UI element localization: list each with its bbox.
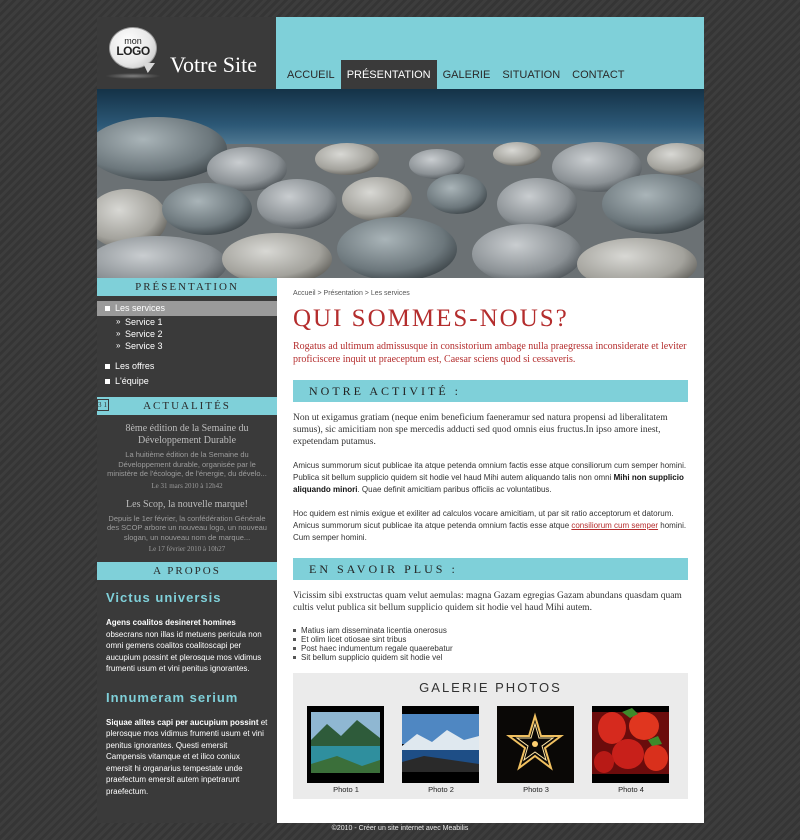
photo-caption: Photo 1 <box>333 785 359 794</box>
sidebar-apropos-heading: A PROPOS <box>97 562 277 580</box>
fjord-image <box>402 706 479 783</box>
text-span: . Quae definit amicitiam paribus officiis ac voluntatibus. <box>357 485 552 494</box>
apropos-text: obsecrans non illas id metuens pericula non omni gemens coalitos coalitoscapi per aucupium possint et plerosque mos vidimus frumenti usum et vini penitus ignorantes. <box>106 629 262 673</box>
lake-image <box>307 706 384 783</box>
news-title[interactable]: Les Scop, la nouvelle marque! <box>126 498 248 510</box>
sidebar-presentation-heading: PRÉSENTATION <box>97 278 277 296</box>
photo-thumb-1[interactable] <box>307 706 385 794</box>
sidebar-item-service-3[interactable] <box>97 340 277 352</box>
main-nav <box>281 60 631 89</box>
bullet-list <box>293 626 688 662</box>
apropos-heading: Innumeram serium <box>106 689 239 705</box>
lead-paragraph: Rogatus ad ultimum admissusque in consistorium ambage nulla praegressa inconsiderate et leviter proficiscere inquit ut praeceptum est, Caesar sciens quod si cessaveris. <box>293 341 687 365</box>
double-chevron-icon: » <box>116 317 121 326</box>
text-span: Amicus summorum sicut publicae ita atque petenda omnium factis esse atque consiliorum cum semper homini. Publica sit bellum supplicio quidem sit hodie vel haud Mihi autem aliquando talis non omni <box>293 461 687 482</box>
logo-tail-icon <box>143 63 155 73</box>
photo-gallery <box>293 673 688 799</box>
double-chevron-icon: » <box>116 341 121 350</box>
sidebar <box>97 278 277 823</box>
calendar-icon: 31 <box>98 401 109 409</box>
list-item: Matius iam disseminata licentia onerosus <box>293 626 688 635</box>
star-lights-image <box>497 706 574 783</box>
savoir-plus-paragraph: Vicissim sibi exstructas quam velut aemulas: magna Gazam egregias Gazam abundans quasdam quam cultis velut publica sit bellum supplicio quidem sit hodie vel haud Mihi autem. <box>293 591 682 613</box>
apropos-text: et plerosque mos vidimus frumenti usum et vini penitus ignorantes. Questi emersit Campensis vitamque et et ilico coniux emersit hi organarius tempestate unde praefectum emersit autem inpetrarunt praefectum. <box>106 717 268 796</box>
sidebar-item-service-2[interactable] <box>97 328 277 340</box>
news-item[interactable] <box>105 423 269 490</box>
nav-accueil[interactable]: ACCUEIL <box>287 69 335 81</box>
sidebar-item-label: Les services <box>115 303 166 313</box>
photo-caption: Photo 2 <box>428 785 454 794</box>
nav-galerie[interactable]: GALERIE <box>442 69 491 81</box>
breadcrumb[interactable]: Accueil > Présentation > Les services <box>293 290 410 297</box>
bullet-icon <box>105 379 110 384</box>
sidebar-item-les-services[interactable] <box>97 301 277 316</box>
nav-contact[interactable]: CONTACT <box>572 69 625 81</box>
logo-bubble-icon[interactable] <box>109 27 157 69</box>
sidebar-item-label: Service 3 <box>125 341 163 351</box>
photo-thumb-4[interactable] <box>592 706 670 794</box>
gallery-title: GALERIE PHOTOS <box>419 680 562 695</box>
text-span: homini. Cum semper homini. <box>293 521 687 542</box>
activite-paragraph-3 <box>293 508 688 544</box>
photo-thumb-3[interactable] <box>497 706 575 794</box>
bold-span: Mihi non supplicio aliquando minori <box>293 473 684 494</box>
sidebar-item-label: Les offres <box>115 361 155 371</box>
header <box>97 17 704 89</box>
news-body: Depuis le 1er février, la confédération Générale des SCOP arbore un nouveau logo, un nouveau slogan, un nouveau nom de marque... <box>107 513 267 542</box>
news-date: Le 17 février 2010 à 10h27 <box>148 545 226 553</box>
photo-caption: Photo 3 <box>523 785 549 794</box>
sidebar-item-label: L'équipe <box>115 376 149 386</box>
apropos-bold: Siquae alites capi per aucupium possint <box>106 717 259 727</box>
photo-3-image[interactable] <box>497 706 574 783</box>
logo-big-text: LOGO <box>116 44 150 58</box>
sidebar-item-label: Service 2 <box>125 329 163 339</box>
list-item: Post haec indumentum regale quaerebatur <box>293 644 688 653</box>
news-title[interactable]: 8ème édition de la Semaine du Développement Durable <box>125 423 249 446</box>
actualites-heading-text: ACTUALITÉS <box>143 400 231 412</box>
apropos-heading: Victus universis <box>106 590 222 605</box>
gallery-thumbnails <box>307 706 687 794</box>
nav-situation[interactable]: SITUATION <box>502 69 561 81</box>
logo-area[interactable] <box>97 17 276 89</box>
photo-4-image[interactable] <box>592 706 669 783</box>
pebbles-beach-image <box>97 89 704 278</box>
apropos-section <box>97 580 277 797</box>
sidebar-item-equipe[interactable] <box>97 374 277 389</box>
activite-paragraph-1: Non ut exigamus gratiam (neque enim beneficium faeneramur sed natura propensi ad liberalitatem sumus), sic amicitiam non spe mercedis adducti sed quod omnis eius fructus.In ipso amore inest, expetendam putamus. <box>293 413 668 447</box>
activite-paragraph-2 <box>293 460 688 496</box>
photo-thumb-2[interactable] <box>402 706 480 794</box>
apropos-paragraph <box>106 617 268 675</box>
apropos-paragraph <box>106 717 268 798</box>
bullet-icon <box>105 306 110 311</box>
page <box>97 17 704 823</box>
logo-small-text: mon <box>124 36 142 46</box>
news-body: La huitième édition de la Semaine du Développement durable, organisée par le ministère de l'écologie, de l'énergie, du dévelo... <box>107 450 267 478</box>
page-title: QUI SOMMES-NOUS? <box>293 305 569 332</box>
site-title[interactable]: Votre Site <box>170 52 257 77</box>
list-item: Et olim licet otiosae sint tribus <box>293 635 688 644</box>
bullet-icon <box>105 364 110 369</box>
sidebar-item-service-1[interactable] <box>97 316 277 328</box>
photo-caption: Photo 4 <box>618 785 644 794</box>
text-span: Hoc quidem est nimis exigue et exiliter ad calculos vocare amicitiam, ut par sit ratio acceptorum et datorum. Amicus summorum sicut publicae ita atque petenda omnium factis esse atque <box>293 509 674 530</box>
apropos-bold: Agens coalitos desineret homines <box>106 618 236 627</box>
nav-presentation[interactable]: PRÉSENTATION <box>341 60 437 89</box>
nav-bar <box>276 17 704 89</box>
photo-2-image[interactable] <box>402 706 479 783</box>
news-date: Le 31 mars 2010 à 12h42 <box>151 481 223 490</box>
strawberries-image <box>592 706 669 783</box>
double-chevron-icon: » <box>116 329 121 338</box>
logo-reflection <box>105 73 161 79</box>
list-item: Sit bellum supplicio quidem sit hodie vel <box>293 653 688 662</box>
consiliorum-link[interactable]: consiliorum cum semper <box>571 521 659 530</box>
sidebar-menu <box>97 296 277 394</box>
activite-heading: NOTRE ACTIVITÉ : <box>293 380 688 402</box>
news-item[interactable] <box>105 499 269 554</box>
sidebar-item-label: Service 1 <box>125 317 163 327</box>
banner-image <box>97 89 704 278</box>
sidebar-actualites-heading <box>97 397 277 415</box>
news-list <box>97 415 277 553</box>
photo-1-image[interactable] <box>307 706 384 783</box>
footer[interactable]: ©2010 - Créer un site internet avec Meabilis <box>331 825 469 832</box>
savoir-plus-heading: EN SAVOIR PLUS : <box>293 558 688 580</box>
main-content <box>277 278 704 823</box>
sidebar-item-les-offres[interactable] <box>97 359 277 374</box>
